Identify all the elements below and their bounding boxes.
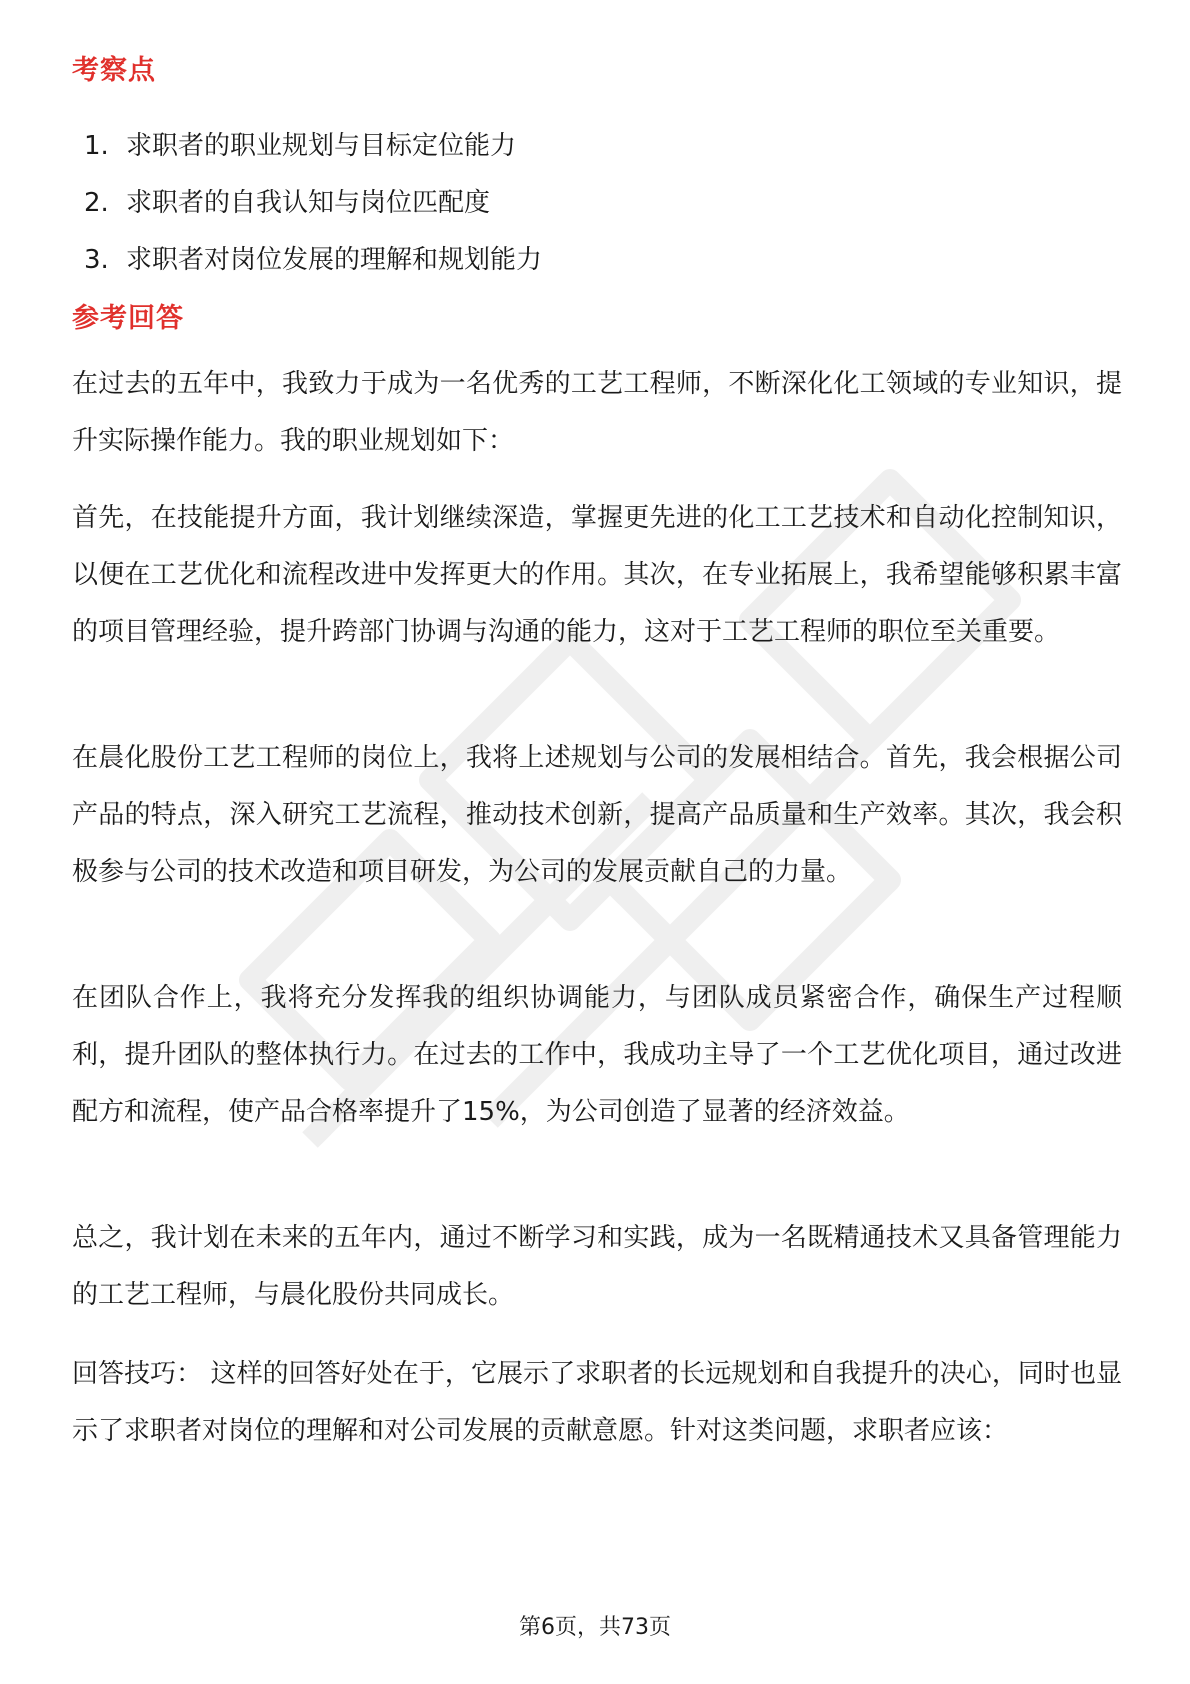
page-number: 第6页，共73页 (519, 1615, 671, 1640)
list-item (84, 175, 542, 232)
points-list (84, 118, 542, 289)
answer-heading: 参考回答 (72, 303, 184, 334)
list-item-text: 求职者的职业规划与目标定位能力 (126, 131, 517, 161)
answer-paragraph: 在过去的五年中，我致力于成为一名优秀的工艺工程师，不断深化化工领域的专业知识，提升实际操作能力。我的职业规划如下： (72, 369, 1122, 456)
list-item-number: 3. (84, 245, 109, 275)
answer-paragraph: 在晨化股份工艺工程师的岗位上，我将上述规划与公司的发展相结合。首先，我会根据公司产品的特点，深入研究工艺流程，推动技术创新，提高产品质量和生产效率。其次，我会积极参与公司的技术改造和项目研发，为公司的发展贡献自己的力量。 (72, 743, 1122, 887)
answer-paragraph: 在团队合作上，我将充分发挥我的组织协调能力，与团队成员紧密合作，确保生产过程顺利，提升团队的整体执行力。在过去的工作中，我成功主导了一个工艺优化项目，通过改进配方和流程，使产品合格率提升了15%，为公司创造了显著的经济效益。 (72, 983, 1122, 1127)
list-item (84, 232, 542, 289)
list-item-text: 求职者的自我认知与岗位匹配度 (126, 188, 491, 218)
answer-paragraph: 总之，我计划在未来的五年内，通过不断学习和实践，成为一名既精通技术又具备管理能力的工艺工程师，与晨化股份共同成长。 (72, 1223, 1122, 1310)
tips-paragraph: 回答技巧： 这样的回答好处在于，它展示了求职者的长远规划和自我提升的决心，同时也显示了求职者对岗位的理解和对公司发展的贡献意愿。针对这类问题，求职者应该： (72, 1359, 1122, 1446)
list-item-number: 1. (84, 131, 109, 161)
list-item-number: 2. (84, 188, 109, 218)
list-item (84, 118, 542, 175)
answer-paragraph: 首先，在技能提升方面，我计划继续深造，掌握更先进的化工工艺技术和自动化控制知识，以便在工艺优化和流程改进中发挥更大的作用。其次，在专业拓展上，我希望能够积累丰富的项目管理经验，提升跨部门协调与沟通的能力，这对于工艺工程师的职位至关重要。 (72, 503, 1122, 647)
points-heading: 考察点 (72, 55, 156, 86)
list-item-text: 求职者对岗位发展的理解和规划能力 (126, 245, 543, 275)
